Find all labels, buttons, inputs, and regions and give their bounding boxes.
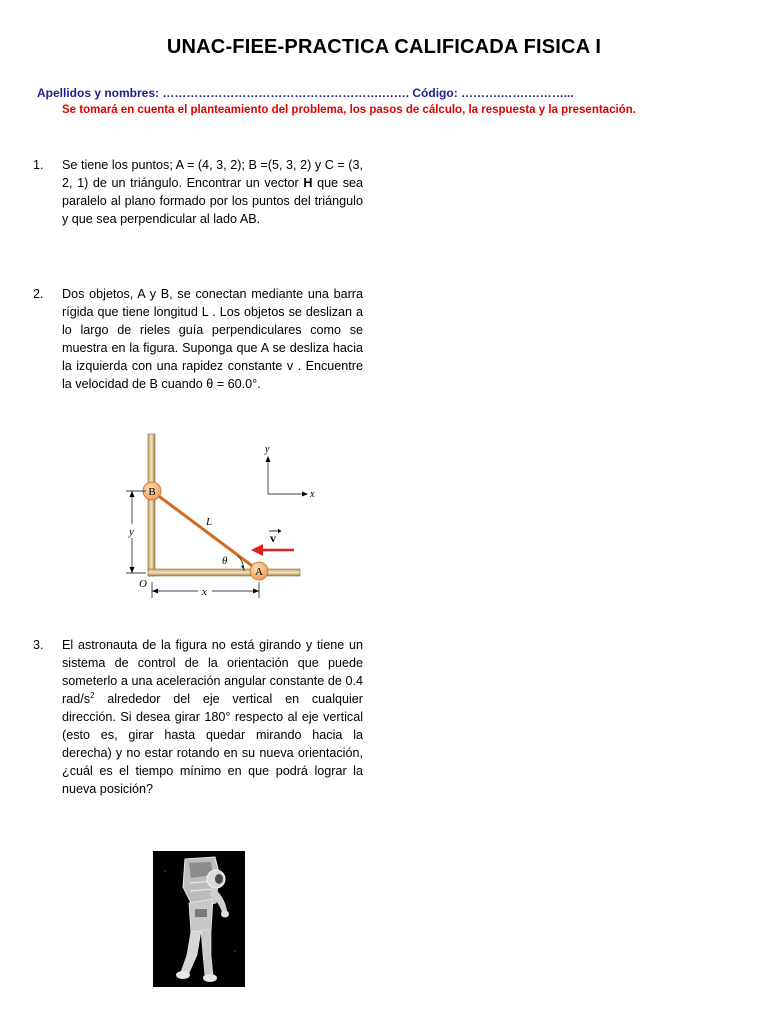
problem-text: Se tiene los puntos; A = (4, 3, 2); B =(5, 3, 2) y C = (3, 2, 1) de un triángulo. Encontrar un vector H que sea paralelo al plano formado por los puntos del triángulo y que sea perpendicular al lado AB. bbox=[62, 158, 363, 226]
label-v: v bbox=[270, 531, 276, 545]
problem-2 bbox=[33, 285, 363, 393]
problem-3 bbox=[33, 636, 363, 798]
axis-x-label: x bbox=[310, 489, 315, 500]
problem-1 bbox=[33, 156, 363, 228]
page-title: UNAC-FIEE-PRACTICA CALIFICADA FISICA I bbox=[166, 36, 602, 58]
label-theta: θ bbox=[222, 555, 228, 567]
problem-text: Dos objetos, A y B, se conectan mediante una barra rígida que tiene longitud L . Los objetos se deslizan a lo largo de rieles guía perpendiculares como se muestra en la figura. Suponga que A se desliza hacia la izquierda con una rapidez constante v . Encuentre la velocidad de B cuando θ = 60.0°. bbox=[62, 287, 363, 391]
superscript: 2 bbox=[90, 690, 95, 700]
label-origin: O bbox=[139, 578, 147, 590]
problem-number: 2. bbox=[33, 287, 44, 301]
problem-number: 3. bbox=[33, 638, 44, 652]
problem-text: El astronauta de la figura no está girando y tiene un sistema de control de la orientación que puede someterlo a una aceleración angular constante de 0.4 rad/$s^2$ alrededor del eje vertical en cualquier dirección. Si desea girar 180° respecto al eje vertical (esto es, girar hasta quedar mirando hacia la derecha) y no estar rotando en su nueva orientación, ¿cuál es el tiempo mínimo en que podrá lograr la nueva posición? bbox=[62, 638, 363, 796]
label-y-dim: y bbox=[129, 526, 134, 538]
label-l: L bbox=[206, 516, 213, 528]
name-label: Apellidos y nombres: bbox=[37, 86, 160, 100]
astronaut-photo bbox=[153, 851, 245, 987]
label-b: B bbox=[148, 486, 156, 498]
problem-number: 1. bbox=[33, 158, 44, 172]
vertical-rail bbox=[148, 434, 155, 576]
student-info-line bbox=[37, 86, 737, 100]
label-x-dim: x bbox=[202, 586, 207, 598]
rod bbox=[152, 491, 259, 571]
code-blank: ……….…….………... bbox=[457, 86, 574, 100]
velocity-arrow bbox=[251, 544, 263, 556]
evaluation-note: Se tomará en cuenta el planteamiento del problema, los pasos de cálculo, la respuesta y la presentación. bbox=[62, 104, 636, 116]
axis-y-label: y bbox=[265, 444, 270, 455]
vector-h: H bbox=[303, 176, 313, 190]
horizontal-rail bbox=[148, 569, 300, 576]
name-blank: ……………………………………………….……. bbox=[159, 86, 413, 100]
label-a: A bbox=[255, 566, 263, 578]
code-label: Código: bbox=[412, 86, 458, 100]
sliding-rod-figure bbox=[118, 430, 328, 602]
